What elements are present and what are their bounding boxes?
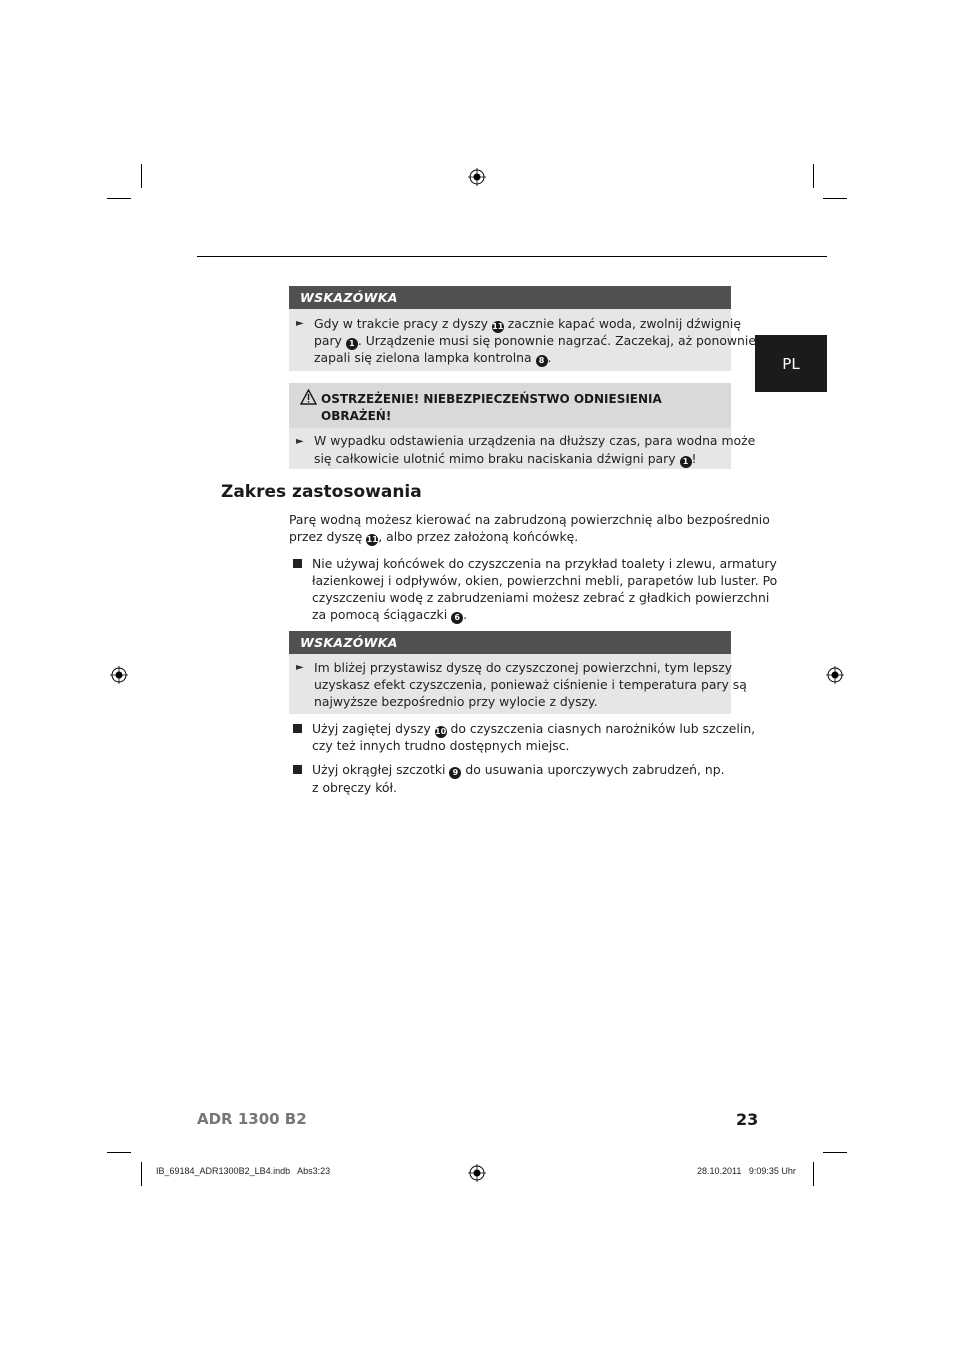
square-bullet-icon: [293, 724, 302, 733]
part-number-badge: 10: [435, 727, 447, 736]
crop-mark: [823, 198, 847, 199]
registration-mark-icon: [468, 1164, 486, 1182]
note-line: Im bliżej przystawisz dyszę do czyszczonej powierzchni, tym lepszy: [314, 660, 733, 675]
note-header: WSKAZÓWKA: [289, 631, 731, 654]
part-number-badge: 9: [449, 767, 461, 779]
part-number-badge: 6: [451, 612, 463, 624]
section-title: Zakres zastosowania: [221, 482, 422, 502]
part-number-badge: 1: [680, 456, 692, 468]
warning-title: OBRAŻEŃ!: [321, 409, 392, 423]
footer-model: ADR 1300 B2: [197, 1110, 307, 1128]
crop-mark: [823, 1152, 847, 1153]
warning-line: W wypadku odstawienia urządzenia na dłuższy czas, para wodna może: [314, 433, 756, 448]
paragraph-line: Parę wodną możesz kierować na zabrudzoną powierzchnię albo bezpośrednio: [289, 512, 770, 527]
arrow-bullet-icon: ►: [296, 318, 304, 329]
registration-mark-icon: [110, 666, 128, 684]
note-line: najwyższe bezpośrednio przy wylocie z dyszy.: [314, 694, 598, 709]
warning-line: się całkowicie ulotnić mimo braku naciskania dźwigni pary 1 !: [314, 451, 697, 466]
square-bullet-icon: [293, 765, 302, 774]
print-slug-right: 28.10.2011 9:09:35 Uhr: [697, 1166, 796, 1176]
page-number: 23: [736, 1110, 759, 1129]
bullet-line: Nie używaj końcówek do czyszczenia na przykład toalety i zlewu, armatury: [312, 556, 777, 571]
bullet-line: z obręczy kół.: [312, 780, 397, 795]
warning-title: OSTRZEŻENIE! NIEBEZPIECZEŃSTWO ODNIESIENIA: [321, 392, 662, 406]
language-tab: PL: [755, 335, 827, 392]
bullet-line: Użyj okrągłej szczotki 9 do usuwania uporczywych zabrudzeń, np.: [312, 762, 725, 777]
arrow-bullet-icon: ►: [296, 436, 304, 447]
square-bullet-icon: [293, 559, 302, 568]
warning-triangle-icon: [300, 389, 317, 405]
paragraph-line: przez dyszę 11, albo przez założoną końcówkę.: [289, 529, 579, 544]
bullet-line: czy też innych trudno dostępnych miejsc.: [312, 738, 570, 753]
bullet-line: łazienkowej i odpływów, okien, powierzchni mebli, parapetów lub luster. Po: [312, 573, 778, 588]
note-line: Gdy w trakcie pracy z dyszy 11 zacznie kapać woda, zwolnij dźwignię: [314, 316, 741, 331]
part-number-badge: 8: [536, 355, 548, 367]
crop-mark: [813, 164, 814, 188]
arrow-bullet-icon: ►: [296, 662, 304, 673]
bullet-line: czyszczeniu wodę z zabrudzeniami możesz zebrać z gładkich powierzchni: [312, 590, 770, 605]
crop-mark: [107, 1152, 131, 1153]
print-slug-left: IB_69184_ADR1300B2_LB4.indb Abs3:23: [156, 1166, 331, 1176]
part-number-badge: 1: [346, 338, 358, 350]
note-line: uzyskasz efekt czyszczenia, ponieważ ciśnienie i temperatura pary są: [314, 677, 747, 692]
crop-mark: [141, 164, 142, 188]
crop-mark: [813, 1162, 814, 1186]
crop-mark: [107, 198, 131, 199]
part-number-badge: 11: [366, 535, 378, 544]
crop-mark: [141, 1162, 142, 1186]
note-header: WSKAZÓWKA: [289, 286, 731, 309]
bullet-line: Użyj zagiętej dyszy 10 do czyszczenia ciasnych narożników lub szczelin,: [312, 721, 756, 736]
registration-mark-icon: [468, 168, 486, 186]
header-rule: [197, 256, 827, 257]
registration-mark-icon: [826, 666, 844, 684]
bullet-line: za pomocą ściągaczki 6 .: [312, 607, 468, 622]
part-number-badge: 11: [492, 322, 504, 331]
note-line: zapali się zielona lampka kontrolna 8 .: [314, 350, 552, 365]
note-line: pary 1 . Urządzenie musi się ponownie nagrzać. Zaczekaj, aż ponownie: [314, 333, 756, 348]
